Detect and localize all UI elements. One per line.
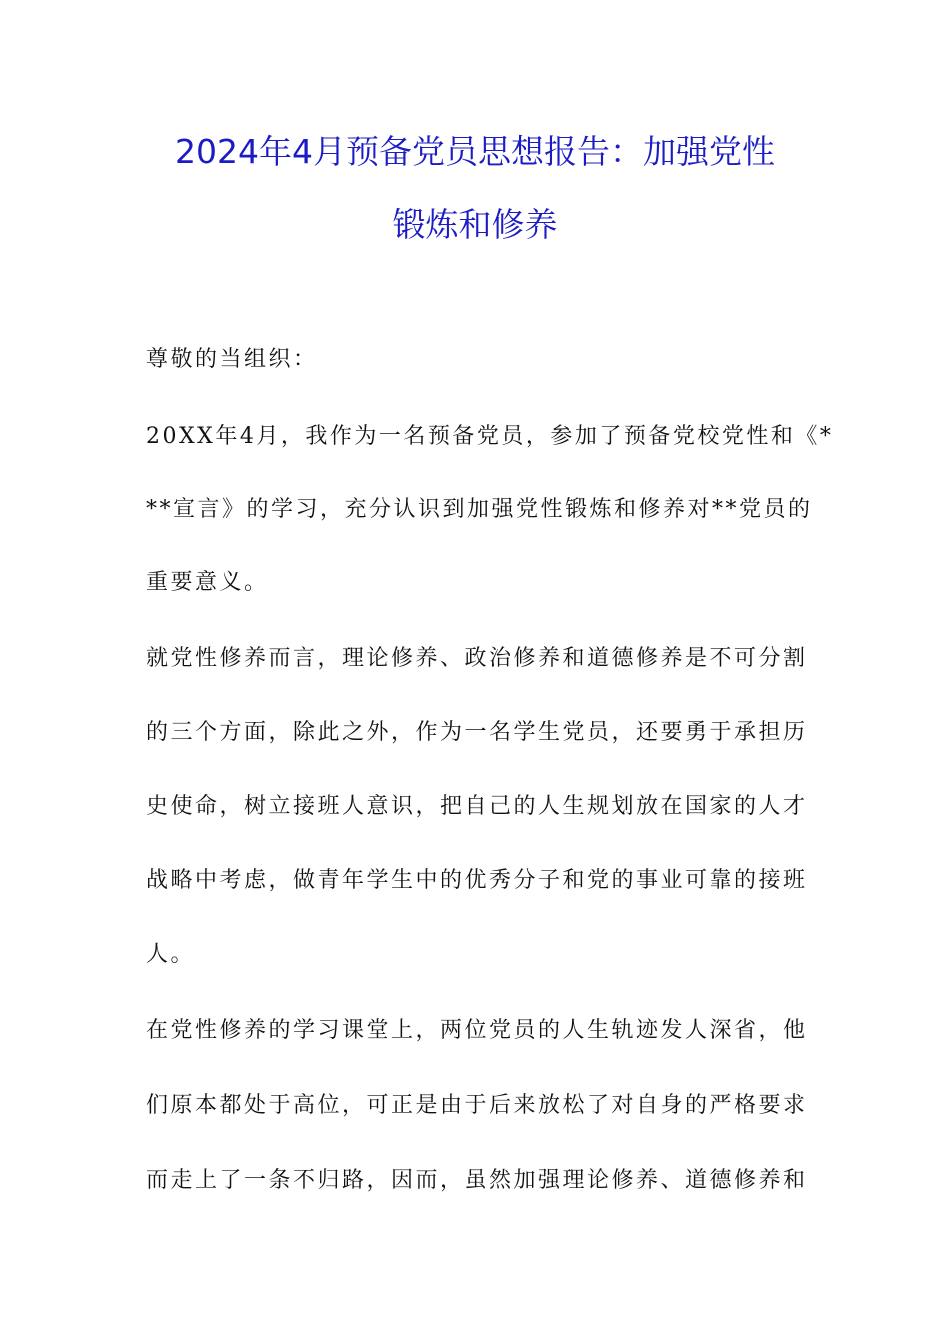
paragraph-3-line-1: 在党性修养的学习课堂上，两位党员的人生轨迹发人深省，他 [146, 1018, 808, 1043]
salutation: 尊敬的当组织： [146, 347, 318, 372]
document-title-line-1: 2024年4月预备党员思想报告：加强党性 [175, 132, 775, 171]
paragraph-2-line-4: 战略中考虑，做青年学生中的优秀分子和党的事业可靠的接班 [146, 868, 808, 893]
paragraph-2-line-3: 史使命，树立接班人意识，把自己的人生规划放在国家的人才 [146, 794, 808, 819]
paragraph-2-line-5: 人。 [146, 942, 196, 967]
paragraph-3-line-2: 们原本都处于高位，可正是由于后来放松了对自身的严格要求 [146, 1093, 808, 1118]
paragraph-1-line-3: 重要意义。 [146, 570, 269, 595]
paragraph-2-line-2: 的三个方面，除此之外，作为一名学生党员，还要勇于承担历 [146, 720, 808, 745]
paragraph-1-line-1: 20XX年4月，我作为一名预备党员，参加了预备党校党性和《* [146, 424, 834, 449]
paragraph-3-line-3: 而走上了一条不归路，因而，虽然加强理论修养、道德修养和 [146, 1168, 808, 1193]
paragraph-2-line-1: 就党性修养而言，理论修养、政治修养和道德修养是不可分割 [146, 646, 808, 671]
paragraph-1-line-2: **宣言》的学习，充分认识到加强党性锻炼和修养对**党员的 [146, 497, 813, 522]
document-title-line-2: 锻炼和修养 [392, 205, 558, 244]
